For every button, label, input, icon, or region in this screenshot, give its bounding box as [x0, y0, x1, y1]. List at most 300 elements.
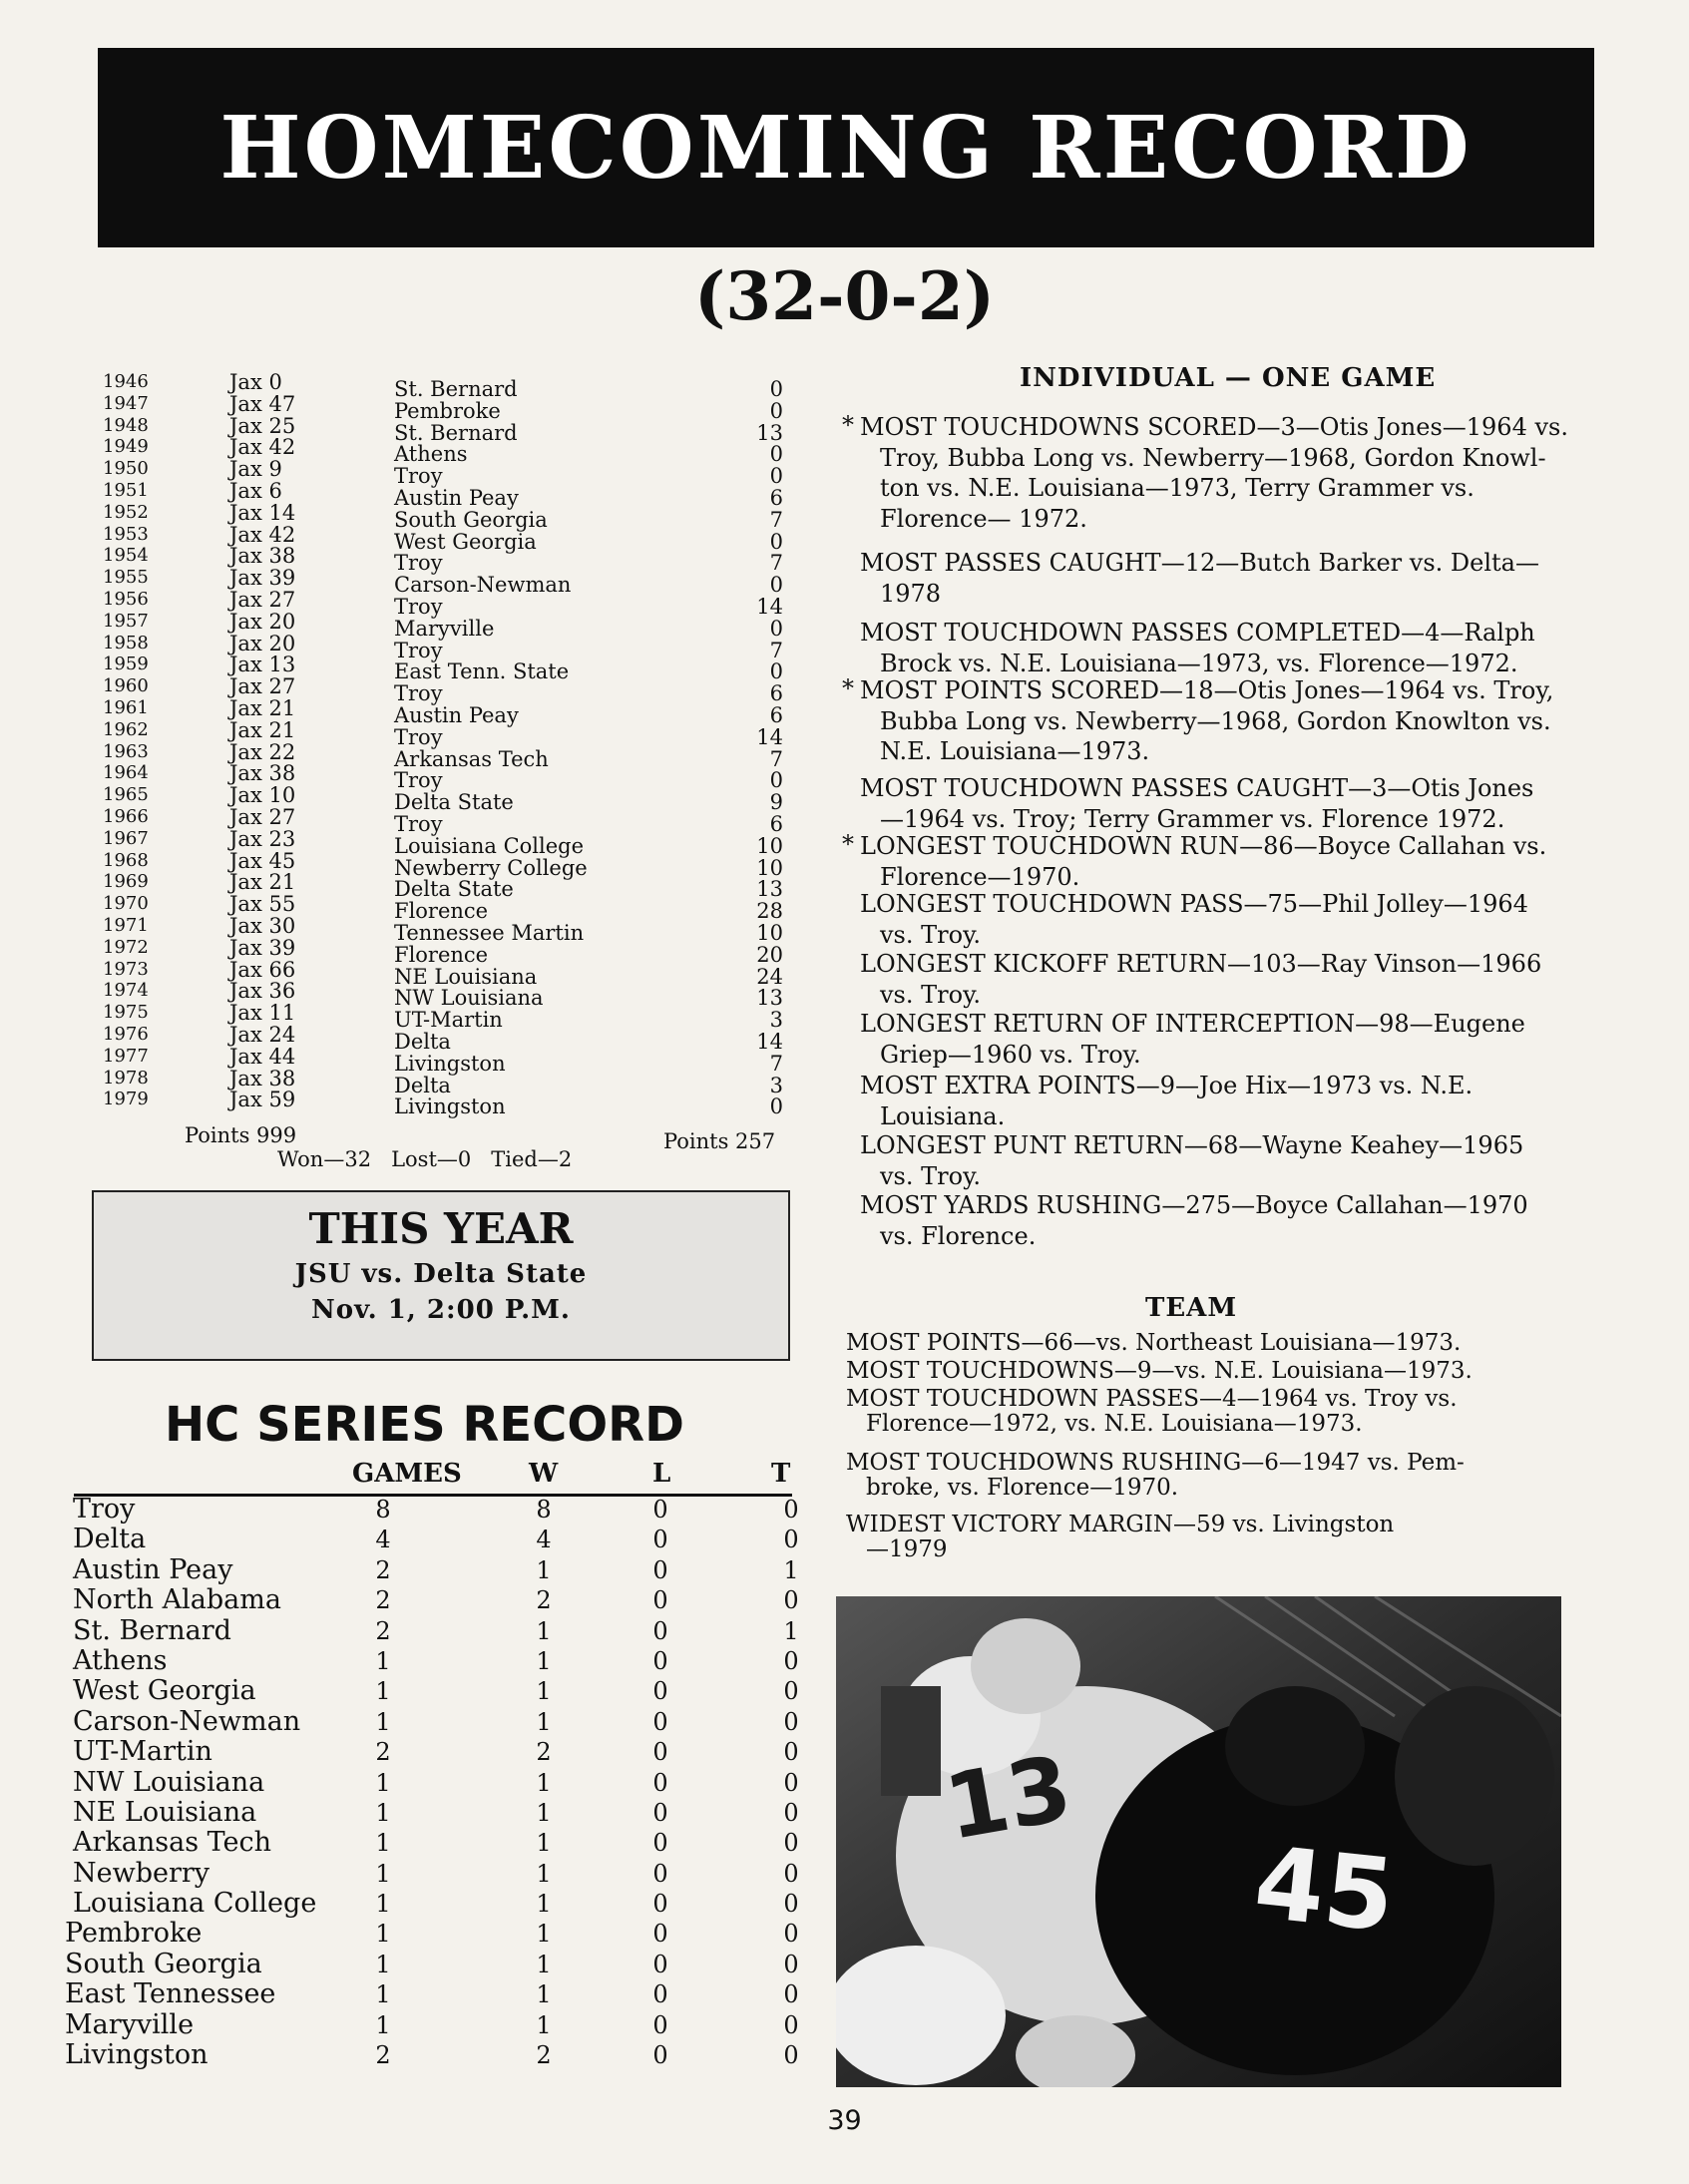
game-year: 1965	[103, 784, 149, 806]
record-line: LONGEST PUNT RETURN—68—Wayne Keahey—1965	[860, 1131, 1524, 1159]
hc-games-cell: 1	[375, 1707, 391, 1736]
hc-l-cell: 0	[652, 1950, 668, 1978]
hc-w-cell: 1	[536, 1920, 552, 1949]
team-name: Austin Peay	[73, 1553, 233, 1585]
game-year: 1973	[103, 958, 149, 980]
hc-w-cell: 1	[536, 1677, 552, 1706]
opponent-name: Newberry College	[394, 855, 588, 880]
opponent-score: 14	[756, 594, 783, 619]
opponent-name: Troy	[394, 768, 443, 793]
record-line: MOST POINTS SCORED—18—Otis Jones—1964 vs. Troy,	[860, 676, 1554, 704]
opponent-score: 0	[769, 442, 783, 467]
hc-l-cell: 0	[652, 1586, 668, 1615]
team-name: North Alabama	[73, 1584, 281, 1616]
jax-score: Jax 21	[229, 695, 296, 720]
opponent-score: 0	[769, 616, 783, 641]
opponent-score: 0	[769, 398, 783, 423]
hc-l-cell: 0	[652, 1707, 668, 1736]
hc-series-row	[65, 1495, 803, 1525]
opponent-name: Maryville	[394, 616, 495, 641]
record-line: MOST YARDS RUSHING—275—Boyce Callahan—1970	[860, 1191, 1528, 1219]
opponent-score: 6	[769, 485, 783, 510]
game-year: 1969	[103, 871, 149, 893]
jax-score: Jax 55	[229, 892, 296, 917]
opponent-score: 20	[756, 942, 783, 967]
game-year: 1977	[103, 1045, 149, 1067]
game-row	[95, 1088, 793, 1119]
jax-score: Jax 11	[229, 1001, 296, 1026]
team-record	[846, 1513, 1394, 1562]
hc-l-cell: 0	[652, 1980, 668, 2009]
game-year: 1961	[103, 696, 149, 718]
opponent-score: 0	[769, 768, 783, 793]
record-line: 1978	[880, 579, 942, 608]
opponent-score: 9	[769, 790, 783, 815]
hc-games-cell: 8	[375, 1496, 391, 1524]
record-line: MOST TOUCHDOWNS SCORED—3—Otis Jones—1964 vs.	[860, 413, 1568, 441]
team-name: Athens	[73, 1644, 168, 1676]
opponent-name: Troy	[394, 811, 443, 836]
hc-w-cell: 1	[536, 1950, 552, 1978]
record-line: MOST TOUCHDOWNS RUSHING—6—1947 vs. Pem-	[846, 1450, 1465, 1476]
record-footnote-mark: *	[842, 674, 854, 702]
opponent-score: 0	[769, 1094, 783, 1119]
game-year: 1960	[103, 675, 149, 697]
team-name: Delta	[73, 1524, 147, 1555]
game-row	[95, 695, 793, 727]
hc-t-cell: 1	[783, 1616, 799, 1645]
jax-score: Jax 39	[229, 935, 296, 960]
hc-l-cell: 0	[652, 1496, 668, 1524]
hc-w-cell: 1	[536, 1616, 552, 1645]
hc-series-row	[65, 1616, 803, 1646]
team-name: Newberry	[73, 1857, 211, 1889]
hc-l-cell: 0	[652, 1526, 668, 1554]
record-line: MOST EXTRA POINTS—9—Joe Hix—1973 vs. N.E.	[860, 1072, 1474, 1099]
overall-record: (32-0-2)	[694, 257, 995, 335]
hc-games-cell: 2	[375, 1555, 391, 1584]
opponent-name: Austin Peay	[394, 702, 519, 727]
jax-score: Jax 25	[229, 413, 296, 438]
record-line: Louisiana.	[880, 1101, 1006, 1130]
individual-record	[860, 948, 1541, 1009]
individual-record	[860, 1189, 1528, 1250]
game-year: 1948	[103, 414, 149, 436]
record-line: —1964 vs. Troy; Terry Grammer vs. Florence 1972.	[880, 804, 1505, 833]
jax-score: Jax 27	[229, 804, 296, 829]
game-year: 1955	[103, 567, 149, 589]
record-footnote-mark: *	[842, 411, 854, 439]
hc-t-cell: 0	[783, 1829, 799, 1858]
opponent-name: Athens	[394, 442, 468, 467]
hc-games-cell: 1	[375, 1920, 391, 1949]
hc-games-cell: 1	[375, 1646, 391, 1675]
hc-t-cell: 0	[783, 1859, 799, 1888]
opponent-name: NE Louisiana	[394, 964, 538, 989]
hc-series-row	[65, 1889, 803, 1919]
opponent-score: 10	[756, 855, 783, 880]
hc-l-cell: 0	[652, 2041, 668, 2070]
opponent-name: Troy	[394, 681, 443, 706]
hc-t-cell: 0	[783, 1526, 799, 1554]
hc-games-cell: 1	[375, 1677, 391, 1706]
game-row	[95, 457, 793, 489]
individual-record	[842, 674, 1554, 766]
this-year-matchup: JSU vs. Delta State	[294, 1259, 588, 1289]
record-line: MOST TOUCHDOWN PASSES COMPLETED—4—Ralph	[860, 619, 1535, 647]
team-name: UT-Martin	[73, 1736, 212, 1768]
game-row	[95, 1044, 793, 1076]
hc-series-row	[65, 1979, 803, 2009]
hc-series-row	[65, 1707, 803, 1737]
opponent-score: 13	[756, 986, 783, 1011]
game-row	[95, 544, 793, 576]
opponent-score: 6	[769, 681, 783, 706]
jax-score: Jax 13	[229, 653, 296, 677]
opponent-name: Florence	[394, 899, 489, 924]
opponent-name: Delta	[394, 1029, 451, 1054]
hc-t-cell: 0	[783, 1738, 799, 1767]
record-line: MOST TOUCHDOWNS—9—vs. N.E. Louisiana—1973.	[846, 1358, 1473, 1384]
individual-record	[842, 830, 1547, 891]
team-record	[846, 1331, 1461, 1356]
opponent-score: 24	[756, 964, 783, 989]
jax-score: Jax 23	[229, 826, 296, 851]
col-l: L	[652, 1459, 671, 1489]
team-name: Louisiana College	[73, 1888, 317, 1920]
jax-points-total: Points 999	[185, 1123, 297, 1147]
jax-score: Jax 22	[229, 739, 296, 764]
hc-t-cell: 0	[783, 1920, 799, 1949]
opponent-score: 7	[769, 551, 783, 576]
opponent-name: Carson-Newman	[394, 573, 572, 598]
hc-w-cell: 4	[536, 1526, 552, 1554]
hc-games-cell: 1	[375, 1768, 391, 1797]
jax-score: Jax 30	[229, 913, 296, 938]
page-title: HOMECOMING RECORD	[219, 97, 1473, 199]
record-line: MOST TOUCHDOWN PASSES CAUGHT—3—Otis Jones	[860, 774, 1534, 802]
hc-t-cell: 0	[783, 1496, 799, 1524]
hc-games-cell: 1	[375, 1829, 391, 1858]
individual-record	[860, 1070, 1473, 1130]
team-name: Pembroke	[65, 1918, 203, 1950]
individual-heading: INDIVIDUAL — ONE GAME	[1020, 363, 1437, 393]
game-year: 1959	[103, 654, 149, 675]
record-footnote-mark: *	[842, 830, 854, 858]
record-line: —1979	[866, 1536, 948, 1562]
hc-l-cell: 0	[652, 1616, 668, 1645]
record-line: MOST PASSES CAUGHT—12—Butch Barker vs. Delta—	[860, 549, 1539, 577]
hc-series-row	[65, 1950, 803, 1979]
jax-score: Jax 42	[229, 522, 296, 547]
game-row	[95, 935, 793, 967]
game-year: 1952	[103, 501, 149, 523]
record-line: Bubba Long vs. Newberry—1968, Gordon Knowlton vs.	[880, 706, 1551, 735]
team-name: St. Bernard	[73, 1614, 231, 1646]
jax-score: Jax 39	[229, 566, 296, 591]
hc-series-row	[65, 1676, 803, 1706]
team-record	[846, 1359, 1473, 1384]
opponent-score: 0	[769, 529, 783, 554]
hc-t-cell: 0	[783, 1586, 799, 1615]
record-line: LONGEST RETURN OF INTERCEPTION—98—Eugene	[860, 1010, 1525, 1038]
hc-series-row	[65, 1859, 803, 1889]
jax-score: Jax 44	[229, 1044, 296, 1069]
opponent-name: NW Louisiana	[394, 986, 544, 1011]
hc-games-cell: 2	[375, 1586, 391, 1615]
hc-games-cell: 1	[375, 1890, 391, 1919]
opponent-score: 6	[769, 811, 783, 836]
hc-w-cell: 1	[536, 1829, 552, 1858]
opponent-score: 13	[756, 420, 783, 445]
game-row	[95, 1066, 793, 1097]
opponent-score: 0	[769, 464, 783, 489]
opponent-score: 10	[756, 833, 783, 858]
game-year: 1963	[103, 740, 149, 762]
hc-t-cell: 0	[783, 2010, 799, 2039]
individual-record	[860, 888, 1528, 949]
opponent-score: 7	[769, 1051, 783, 1076]
team-name: Troy	[73, 1494, 136, 1525]
hc-series-row	[65, 1798, 803, 1828]
jax-score: Jax 66	[229, 957, 296, 982]
opponent-score: 28	[756, 899, 783, 924]
hc-w-cell: 1	[536, 1859, 552, 1888]
hc-w-cell: 1	[536, 1890, 552, 1919]
hc-t-cell: 0	[783, 1798, 799, 1827]
hc-games-cell: 1	[375, 1980, 391, 2009]
team-record	[846, 1451, 1465, 1501]
game-row	[95, 653, 793, 684]
game-year: 1967	[103, 827, 149, 849]
hc-t-cell: 0	[783, 1950, 799, 1978]
opponent-name: Arkansas Tech	[394, 746, 549, 771]
jax-score: Jax 38	[229, 544, 296, 569]
col-games: GAMES	[352, 1459, 462, 1489]
hc-t-cell: 0	[783, 1768, 799, 1797]
jax-score: Jax 21	[229, 870, 296, 895]
team-name: Carson-Newman	[73, 1705, 301, 1737]
individual-record	[860, 1129, 1523, 1190]
hc-games-cell: 2	[375, 1738, 391, 1767]
game-year: 1976	[103, 1023, 149, 1045]
this-year-heading: THIS YEAR	[308, 1204, 574, 1253]
record-line: N.E. Louisiana—1973.	[880, 737, 1150, 765]
game-row	[95, 631, 793, 662]
record-line: Troy, Bubba Long vs. Newberry—1968, Gordon Knowl-	[880, 443, 1546, 472]
record-line: Florence—1970.	[880, 862, 1080, 891]
game-year: 1979	[103, 1089, 149, 1110]
hc-games-cell: 1	[375, 1950, 391, 1978]
jax-score: Jax 36	[229, 979, 296, 1004]
jax-score: Jax 20	[229, 609, 296, 634]
hc-series-header	[60, 1459, 798, 1499]
opponent-name: St. Bernard	[394, 420, 518, 445]
record-line: vs. Troy.	[880, 980, 982, 1009]
record-line: ton vs. N.E. Louisiana—1973, Terry Grammer vs.	[880, 474, 1475, 502]
hc-games-cell: 4	[375, 1526, 391, 1554]
game-year: 1950	[103, 458, 149, 480]
game-year: 1946	[103, 371, 149, 392]
opponent-name: Troy	[394, 594, 443, 619]
game-year: 1954	[103, 545, 149, 567]
opponent-name: Tennessee Martin	[394, 920, 585, 945]
record-line: LONGEST KICKOFF RETURN—103—Ray Vinson—1966	[860, 950, 1542, 978]
game-row	[95, 957, 793, 989]
opponent-score: 7	[769, 746, 783, 771]
opponent-score: 3	[769, 1073, 783, 1097]
game-year: 1971	[103, 914, 149, 936]
record-line: vs. Troy.	[880, 1161, 982, 1190]
jax-score: Jax 24	[229, 1022, 296, 1047]
game-row	[95, 717, 793, 749]
opponent-name: Delta	[394, 1073, 451, 1097]
game-row	[95, 804, 793, 836]
hc-series-row	[65, 2040, 803, 2070]
hc-t-cell: 0	[783, 1677, 799, 1706]
game-row	[95, 674, 793, 706]
record-line: Brock vs. N.E. Louisiana—1973, vs. Florence—1972.	[880, 649, 1518, 677]
jersey-number-13: 13	[937, 1735, 1079, 1862]
hc-w-cell: 1	[536, 1646, 552, 1675]
opponent-name: Troy	[394, 638, 443, 662]
game-row	[95, 435, 793, 467]
hc-series-row	[65, 1555, 803, 1585]
hc-l-cell: 0	[652, 2010, 668, 2039]
this-year-box	[92, 1190, 790, 1361]
team-heading: TEAM	[1145, 1293, 1238, 1323]
hc-series-row	[65, 1646, 803, 1676]
hc-games-cell: 2	[375, 2041, 391, 2070]
game-row	[95, 609, 793, 641]
opponent-name: Louisiana College	[394, 833, 585, 858]
jax-score: Jax 10	[229, 783, 296, 808]
this-year-date: Nov. 1, 2:00 P.M.	[311, 1295, 571, 1325]
opponent-points-total: Points 257	[663, 1129, 776, 1153]
opponent-score: 3	[769, 1008, 783, 1033]
individual-record	[860, 1008, 1525, 1069]
game-row	[95, 848, 793, 880]
game-year: 1966	[103, 805, 149, 827]
game-year: 1953	[103, 523, 149, 545]
record-line: LONGEST TOUCHDOWN RUN—86—Boyce Callahan vs.	[860, 832, 1547, 860]
game-row	[95, 979, 793, 1011]
opponent-name: Delta State	[394, 877, 514, 902]
record-line: LONGEST TOUCHDOWN PASS—75—Phil Jolley—1964	[860, 890, 1528, 918]
jax-score: Jax 27	[229, 587, 296, 612]
jax-score: Jax 21	[229, 717, 296, 742]
hc-series-row	[65, 1585, 803, 1615]
game-row	[95, 870, 793, 902]
opponent-name: Troy	[394, 464, 443, 489]
hc-t-cell: 1	[783, 1555, 799, 1584]
hc-w-cell: 1	[536, 1798, 552, 1827]
hc-games-cell: 1	[375, 2010, 391, 2039]
hc-series-row	[65, 1768, 803, 1798]
jax-score: Jax 27	[229, 674, 296, 699]
hc-l-cell: 0	[652, 1829, 668, 1858]
team-record	[846, 1387, 1458, 1437]
hc-l-cell: 0	[652, 1738, 668, 1767]
record-line: vs. Florence.	[880, 1221, 1037, 1250]
opponent-name: East Tenn. State	[394, 659, 570, 684]
individual-record	[842, 411, 1568, 533]
hc-w-cell: 1	[536, 1768, 552, 1797]
game-year: 1972	[103, 936, 149, 958]
opponent-name: Florence	[394, 942, 489, 967]
game-year: 1957	[103, 610, 149, 632]
jax-score: Jax 9	[229, 457, 282, 482]
team-name: East Tennessee	[65, 1978, 276, 2010]
opponent-name: Austin Peay	[394, 485, 519, 510]
hc-series-row	[65, 2010, 803, 2040]
hc-w-cell: 2	[536, 2041, 552, 2070]
hc-games-cell: 1	[375, 1859, 391, 1888]
jax-score: Jax 0	[229, 370, 282, 394]
hc-t-cell: 0	[783, 1980, 799, 2009]
team-name: Arkansas Tech	[73, 1827, 272, 1859]
game-row	[95, 783, 793, 815]
hc-series-row	[65, 1525, 803, 1554]
game-row	[95, 413, 793, 445]
opponent-name: UT-Martin	[394, 1008, 503, 1033]
hc-w-cell: 1	[536, 2010, 552, 2039]
page-number: 39	[827, 2105, 862, 2136]
game-row	[95, 761, 793, 793]
game-row	[95, 1001, 793, 1033]
opponent-name: Livingston	[394, 1051, 506, 1076]
individual-record	[860, 547, 1539, 608]
opponent-score: 0	[769, 659, 783, 684]
game-row	[95, 566, 793, 598]
jax-score: Jax 38	[229, 1066, 296, 1091]
team-name: NW Louisiana	[73, 1766, 265, 1798]
opponent-name: South Georgia	[394, 507, 548, 532]
opponent-score: 14	[756, 724, 783, 749]
opponent-name: Troy	[394, 551, 443, 576]
hc-t-cell: 0	[783, 1707, 799, 1736]
opponent-score: 7	[769, 507, 783, 532]
opponent-score: 7	[769, 638, 783, 662]
jax-score: Jax 14	[229, 500, 296, 525]
hc-series-row	[65, 1737, 803, 1767]
jax-score: Jax 47	[229, 391, 296, 416]
game-year: 1978	[103, 1067, 149, 1089]
game-list	[95, 370, 793, 1119]
team-name: Maryville	[65, 2008, 195, 2040]
won-lost-tied: Won—32 Lost—0 Tied—2	[277, 1147, 573, 1171]
game-row	[95, 370, 793, 401]
hc-t-cell: 0	[783, 1646, 799, 1675]
team-name: South Georgia	[65, 1948, 262, 1979]
game-year: 1975	[103, 1002, 149, 1024]
opponent-name: West Georgia	[394, 529, 537, 554]
football-action-photo	[836, 1596, 1561, 2087]
record-line: MOST TOUCHDOWN PASSES—4—1964 vs. Troy vs.	[846, 1386, 1458, 1412]
game-year: 1956	[103, 588, 149, 610]
hc-series-table	[65, 1495, 803, 2070]
opponent-name: Troy	[394, 724, 443, 749]
game-row	[95, 587, 793, 619]
jax-score: Jax 6	[229, 478, 282, 503]
game-year: 1962	[103, 718, 149, 740]
game-row	[95, 892, 793, 924]
title-banner	[98, 48, 1594, 247]
game-row	[95, 391, 793, 423]
game-year: 1964	[103, 762, 149, 784]
game-row	[95, 739, 793, 771]
opponent-name: St. Bernard	[394, 377, 518, 401]
